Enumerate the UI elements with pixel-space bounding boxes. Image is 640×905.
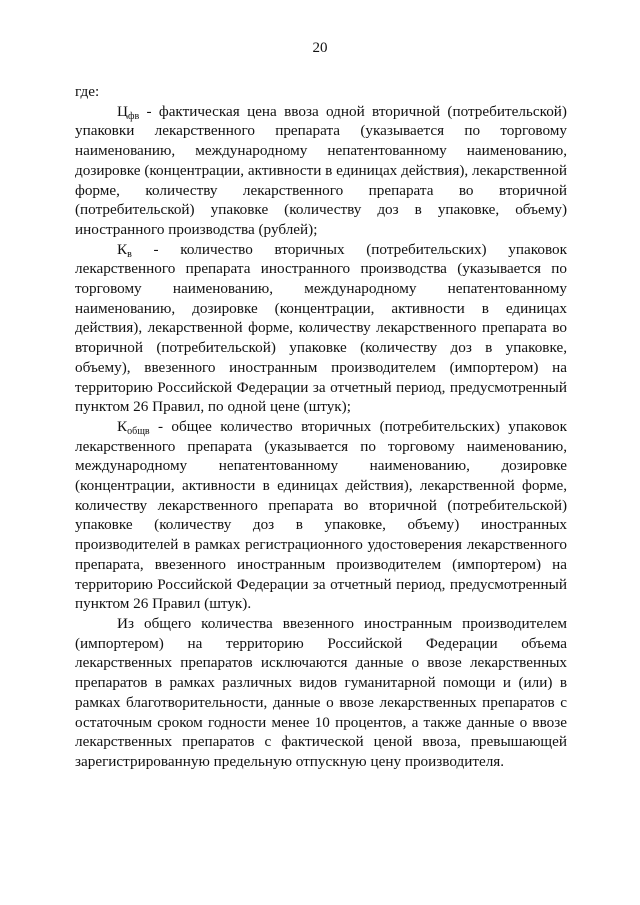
definition-total-quantity: [75, 417, 567, 614]
definition-quantity-text: - количество вторичных (потребительских) упаковок лекарственного препарата иностранного производства (указывается по торговому наименованию, международному непатентованному наименованию, дозировке (концентрации, активности в единицах действия), лекарственной форме, количеству лекарственного препарата во вторичной (потребительской) упаковке (количеству доз в упаковке, объему), ввезенного иностранным производителем (импортером) на территорию Российской Федерации за отчетный период, предусмотренный пунктом 26 Правил, по одной цене (штук);: [75, 240, 567, 416]
document-body: [75, 82, 567, 772]
intro-text: где:: [75, 83, 100, 100]
definition-quantity: [75, 240, 567, 417]
definition-price-text: - фактическая цена ввоза одной вторичной (потребительской) упаковки лекарственного препарата (указывается по торговому наименованию, международному непатентованному наименованию, дозировке (концентрации, активности в единицах действия), лекарственной форме, количеству лекарственного препарата во вторичной (потребительской) упаковке (количеству доз в упаковке, объему) иностранного производства (рублей);: [75, 102, 567, 238]
definition-price: [75, 102, 567, 240]
closing-paragraph: Из общего количества ввезенного иностранным производителем (импортером) на территорию Российской Федерации объема лекарственных препаратов исключаются данные о ввозе лекарственных препаратов в рамках различных видов гуманитарной помощи и (или) в рамках благотворительности, данные о ввозе лекарственных препаратов с остаточным сроком годности менее 10 процентов, а также данные о ввозе лекарственных препаратов с фактической ценой ввоза, превышающей зарегистрированную предельную отпускную цену производителя.: [75, 614, 567, 770]
symbol-price: $Ц_{фв}$: [117, 102, 140, 122]
symbol-quantity: $К_в$: [117, 240, 132, 260]
symbol-total-quantity: $К_{общв}$: [117, 417, 150, 437]
definition-total-quantity-text: - общее количество вторичных (потребительских) упаковок лекарственного препарата (указывается по торговому наименованию, международному непатентованному наименованию, дозировке (концентрации, активности в единицах действия), лекарственной форме, количеству лекарственного препарата во вторичной (потребительской) упаковке (количеству доз в упаковке, объему) иностранных производителей в рамках регистрационного удостоверения лекарственного препарата, ввезенного иностранным производителем (импортером) на территорию Российской Федерации за отчетный период, предусмотренный пунктом 26 Правил (штук).: [75, 417, 567, 613]
page-number: 20: [312, 40, 328, 56]
